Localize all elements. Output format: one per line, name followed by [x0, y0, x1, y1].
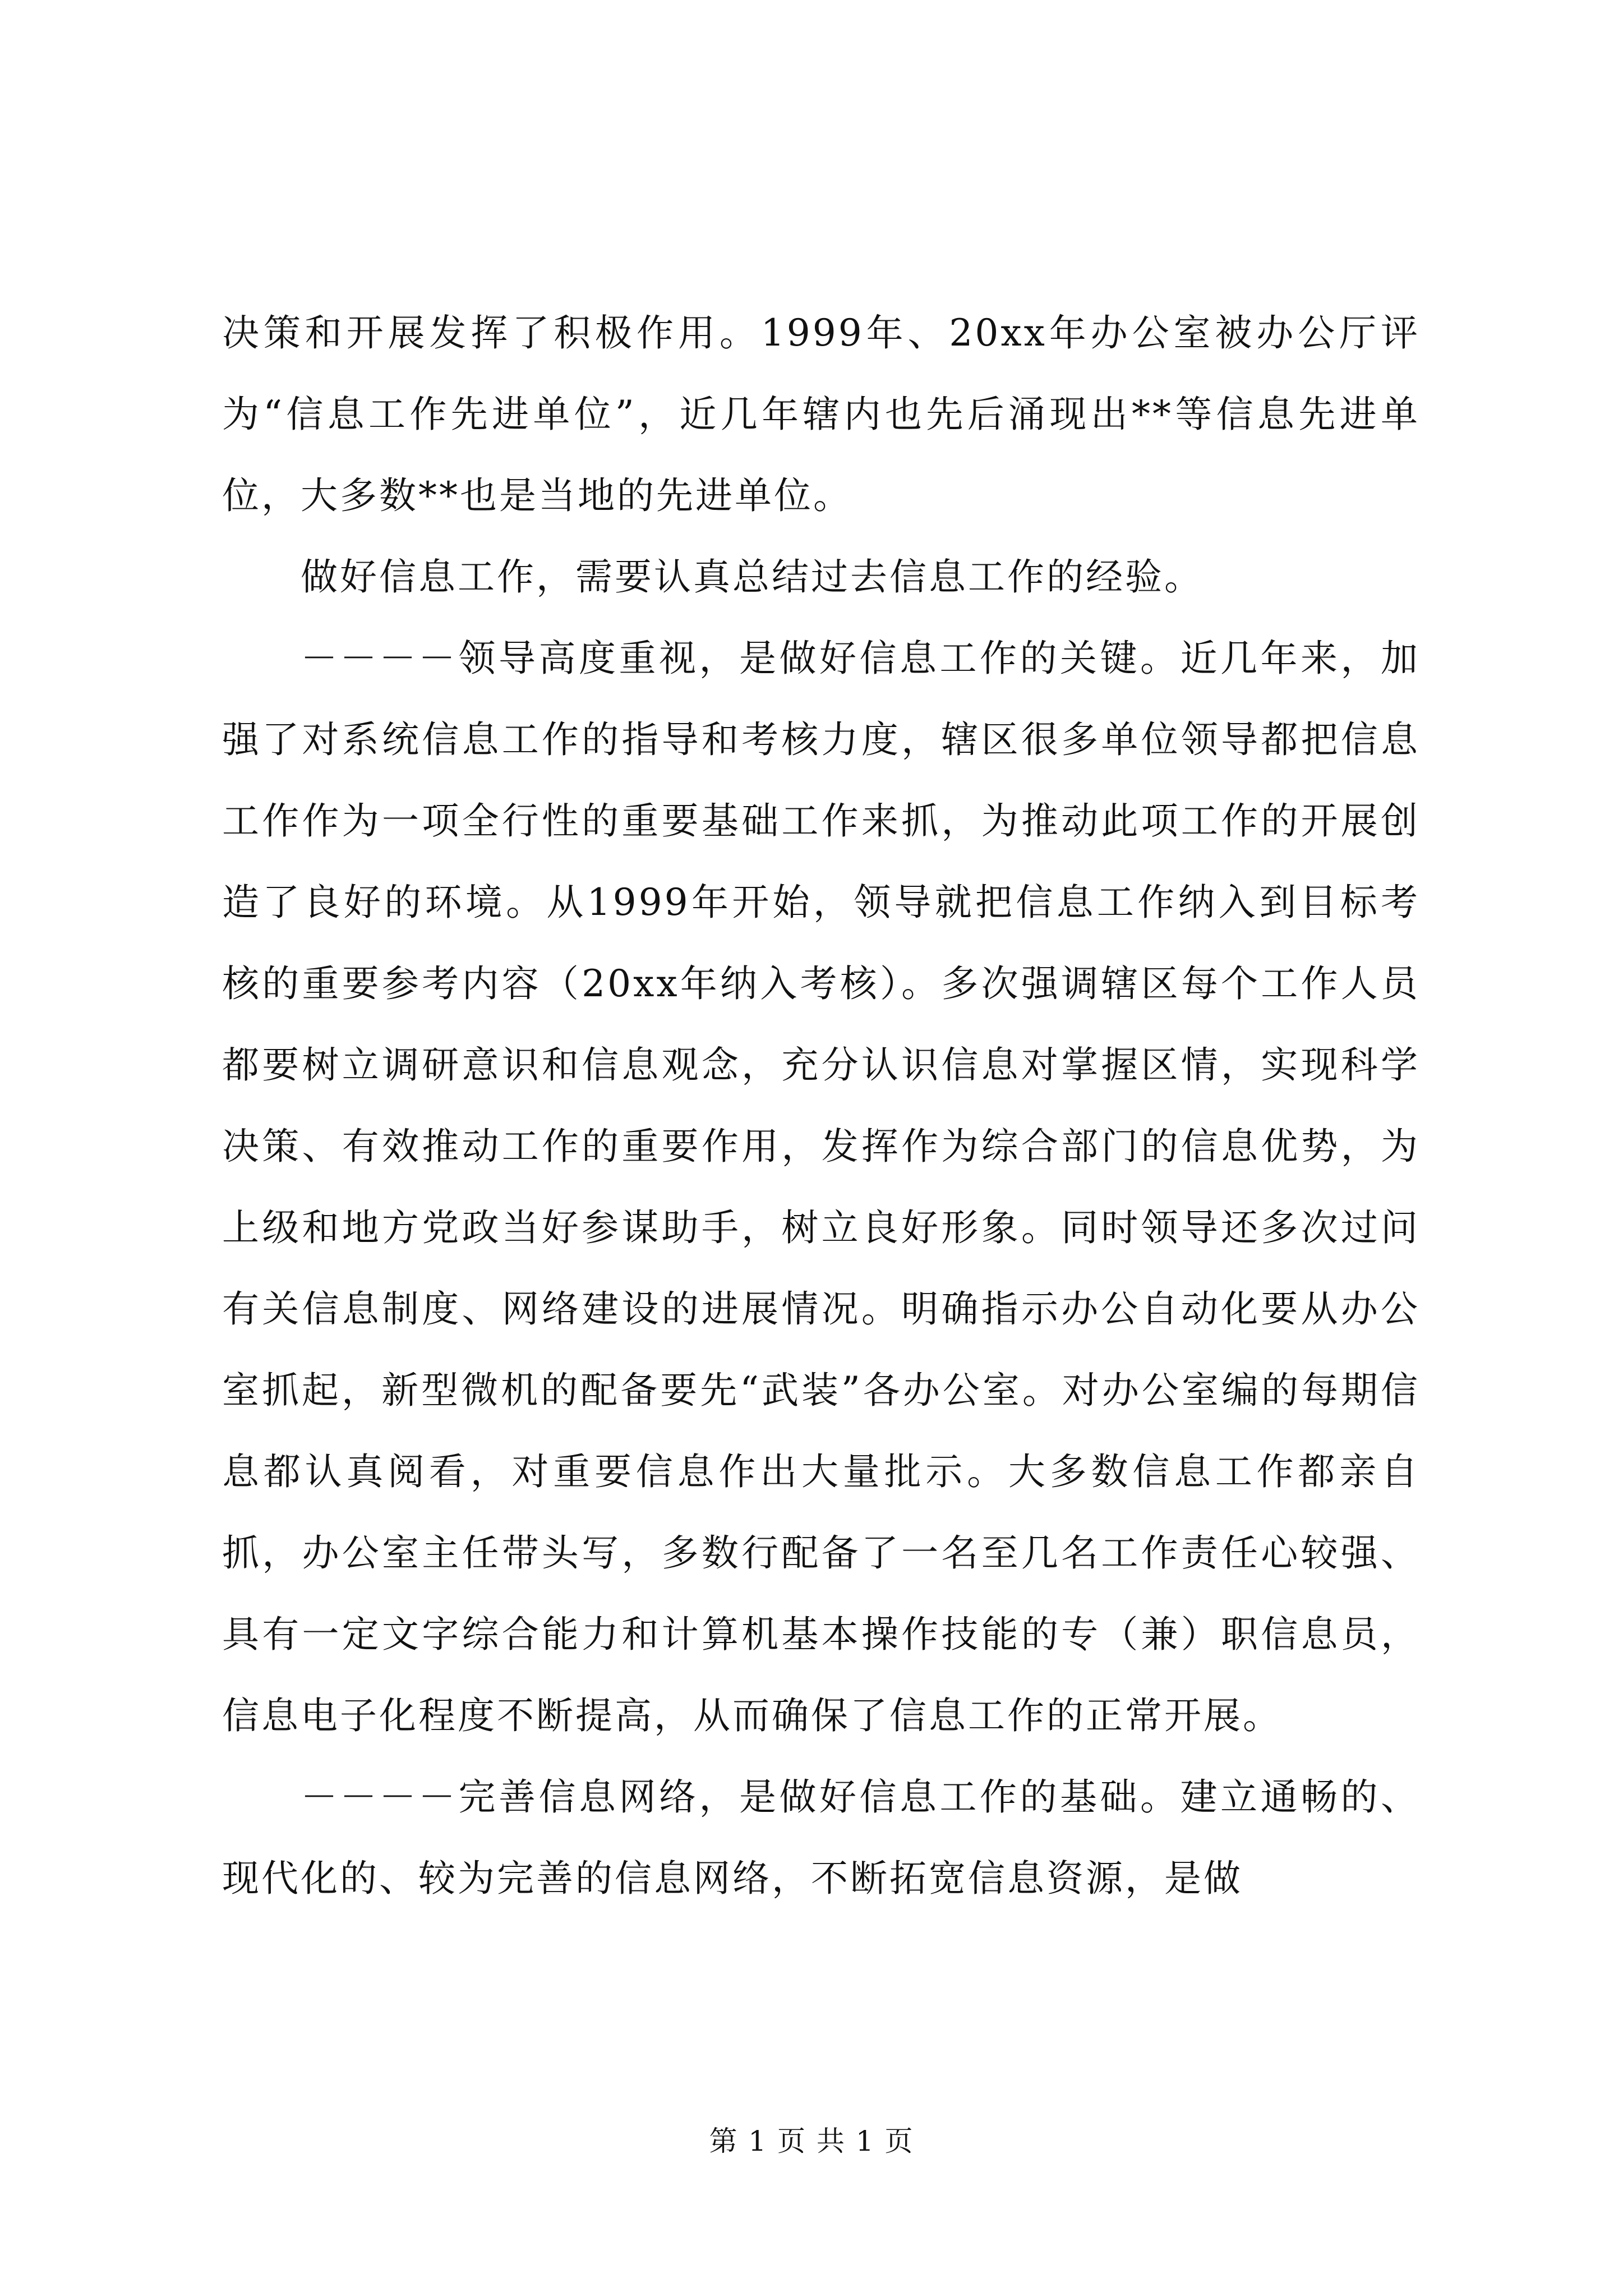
paragraph-leadership: －－－－领导高度重视，是做好信息工作的关键。近几年来，加强了对系统信息工作的指导和考核力度，辖区很多单位领导都把信息工作作为一项全行性的重要基础工作来抓，为推动此项工作的开展创造了良好的环境。从1999年开始，领导就把信息工作纳入到目标考核的重要参考内容（20xx年纳入考核）。多次强调辖区每个工作人员都要树立调研意识和信息观念，充分认识信息对掌握区情，实现科学决策、有效推动工作的重要作用，发挥作为综合部门的信息优势，为上级和地方党政当好参谋助手，树立良好形象。同时领导还多次过问有关信息制度、网络建设的进展情况。明确指示办公自动化要从办公室抓起，新型微机的配备要先“武装”各办公室。对办公室编的每期信息都认真阅看，对重要信息作出大量批示。大多数信息工作都亲自抓，办公室主任带头写，多数行配备了一名至几名工作责任心较强、具有一定文字综合能力和计算机基本操作技能的专（兼）职信息员，信息电子化程度不断提高，从而确保了信息工作的正常开展。 [222, 637, 1420, 1737]
document-body [222, 292, 1420, 1919]
page-footer: 第 1 页 共 1 页 [709, 2125, 914, 2157]
paragraph-continuation: 决策和开展发挥了积极作用。1999年、20xx年办公室被办公厅评为“信息工作先进单位”，近几年辖内也先后涌现出**等信息先进单位，大多数**也是当地的先进单位。 [222, 311, 1420, 517]
paragraph-network: －－－－完善信息网络，是做好信息工作的基础。建立通畅的、现代化的、较为完善的信息网络，不断拓宽信息资源，是做 [222, 1775, 1420, 1900]
paragraph-summary: 做好信息工作，需要认真总结过去信息工作的经验。 [301, 555, 1204, 599]
